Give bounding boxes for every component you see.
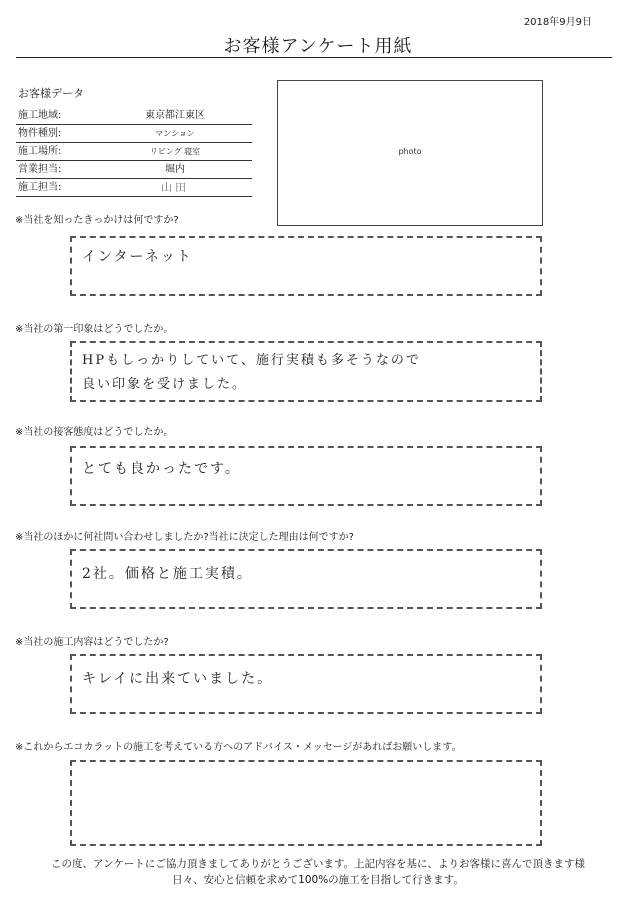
- field-value: リビング 寝室: [149, 147, 201, 156]
- title-underline: [16, 57, 612, 58]
- field-value: マンション: [155, 129, 195, 138]
- answer-box-how-found: [70, 236, 542, 296]
- answer-box-advice-message: [70, 760, 542, 846]
- customer-data-table: [16, 107, 252, 197]
- question-construction-quality: ※当社の施工内容はどうでしたか?: [15, 637, 169, 648]
- footer-line-1: この度、アンケートにご協力頂きましてありがとうございます。上記内容を基に、よりお客様に喜んで頂きます様: [50, 858, 586, 870]
- field-value-handwritten: 山田: [161, 181, 189, 194]
- answer-line: キレイに出来ていました。: [82, 671, 274, 687]
- answer-line: 良い印象を受けました。: [82, 377, 248, 392]
- answer-box-other-companies: [70, 549, 542, 609]
- field-value: 東京都江東区: [145, 110, 205, 121]
- answer-box-first-impression: [70, 341, 542, 402]
- row-construction-staff: [16, 179, 252, 197]
- photo-label: photo: [398, 147, 422, 156]
- row-sales-staff: [16, 161, 252, 179]
- question-advice-message: ※これからエコカラットの施工を考えている方へのアドバイス・メッセージがあればお願いします。: [15, 742, 462, 753]
- row-property-type: [16, 125, 252, 143]
- field-value: 堀内: [165, 164, 185, 175]
- field-label: 営業担当:: [18, 164, 62, 175]
- question-customer-service: ※当社の接客態度はどうでしたか。: [15, 427, 174, 438]
- question-first-impression: ※当社の第一印象はどうでしたか。: [15, 324, 174, 335]
- row-construction-location: [16, 143, 252, 161]
- question-other-companies: ※当社のほかに何社問い合わせしましたか?当社に決定した理由は何ですか?: [15, 532, 354, 543]
- question-how-found: ※当社を知ったきっかけは何ですか?: [15, 215, 179, 226]
- answer-line: とても良かったです。: [82, 461, 241, 477]
- survey-date: 2018年9月9日: [523, 17, 592, 28]
- answer-line: HPもしっかりしていて、施行実積も多そうなので: [82, 353, 421, 368]
- answer-box-construction-quality: [70, 654, 542, 714]
- customer-data-heading: お客様データ: [18, 87, 84, 100]
- row-construction-area: [16, 107, 252, 125]
- answer-line: 2社。価格と施工実積。: [82, 566, 253, 582]
- field-label: 物件種別:: [18, 128, 62, 139]
- field-label: 施工担当:: [18, 182, 62, 193]
- photo-box: [277, 80, 543, 226]
- answer-line: インターネット: [82, 249, 193, 265]
- footer-line-2: 日々、安心と信頼を求めて100%の施工を目指して行きます。: [172, 874, 464, 886]
- field-label: 施工地域:: [18, 110, 62, 121]
- answer-box-customer-service: [70, 446, 542, 506]
- field-label: 施工場所:: [18, 146, 62, 157]
- page-title: お客様アンケート用紙: [223, 36, 413, 57]
